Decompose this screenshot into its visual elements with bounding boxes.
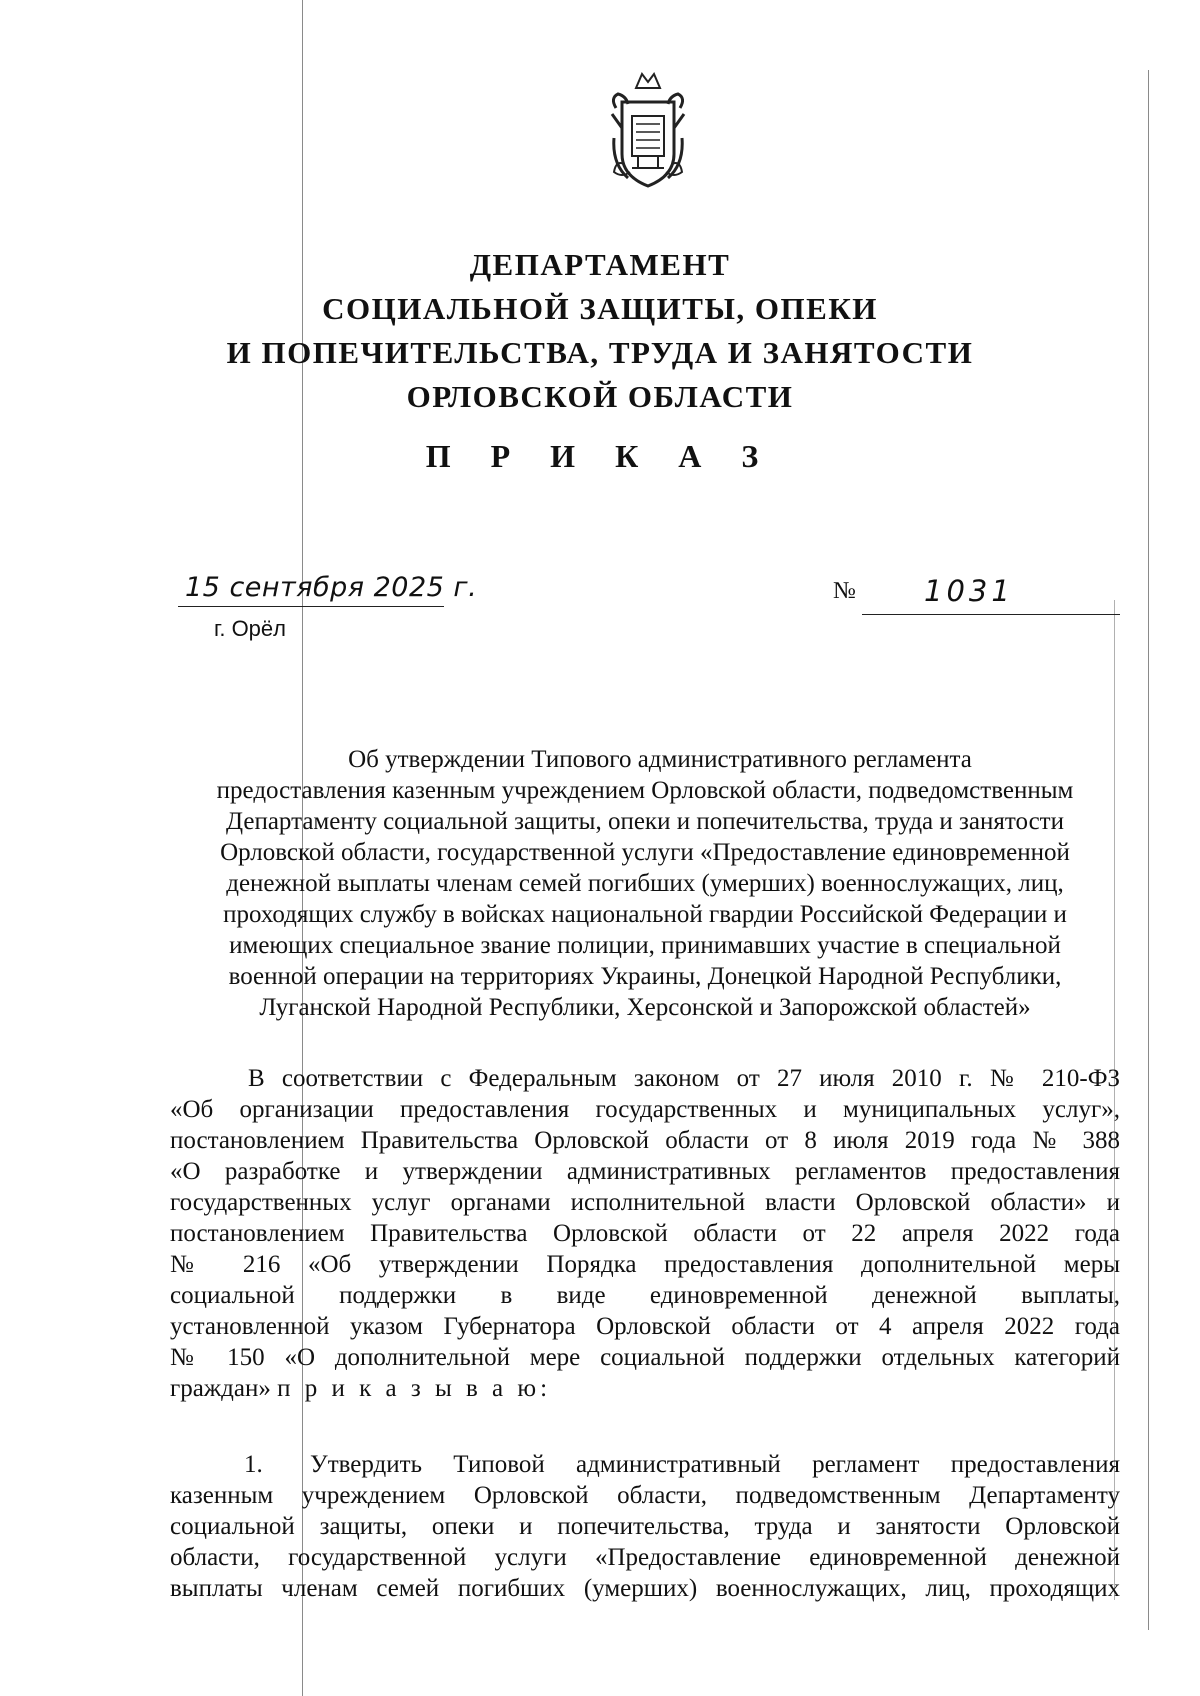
number-sign: № [833, 578, 856, 604]
item-1-line: выплаты членам семей погибших (умерших) военнослужащих, лиц, проходящих [170, 1575, 1120, 1602]
preamble-line: «О разработке и утверждении административных регламентов предоставления [170, 1158, 1120, 1185]
orel-oblast-coat-of-arms-icon [608, 68, 688, 194]
handwritten-date: 15 сентября 2025 г. [185, 572, 478, 603]
title-line: имеющих специальное звание полиции, принимавших участие в специальной [229, 932, 1061, 959]
document-type: П Р И К А З [425, 438, 775, 474]
preamble-line: № 150 «О дополнительной мере социальной поддержки отдельных категорий [170, 1344, 1120, 1371]
item-1-line: области, государственной услуги «Предоставление единовременной денежной [170, 1544, 1120, 1571]
item-1-line: Утвердить Типовой административный регламент предоставления [310, 1451, 1120, 1478]
item-1-line: социальной защиты, опеки и попечительства, труда и занятости Орловской [170, 1513, 1120, 1540]
item-1-line: казенным учреждением Орловской области, подведомственным Департаменту [170, 1482, 1120, 1509]
preamble-line: государственных услуг органами исполнительной власти Орловской области» и [170, 1189, 1120, 1216]
preamble-last-line [170, 1373, 1120, 1404]
department-name-line-4: ОРЛОВСКОЙ ОБЛАСТИ [406, 379, 794, 414]
title-line: военной операции на территориях Украины, Донецкой Народной Республики, [228, 963, 1062, 990]
title-line: проходящих службу в войсках национальной гвардии Российской Федерации и [223, 901, 1067, 928]
title-line: предоставления казенным учреждением Орловской области, подведомственным [216, 777, 1074, 804]
city: г. Орёл [214, 616, 286, 641]
preamble-line: постановлением Правительства Орловской области от 22 апреля 2022 года [170, 1220, 1120, 1247]
preamble-line: социальной поддержки в виде единовременной денежной выплаты, [170, 1282, 1120, 1309]
preamble-line: В соответствии с Федеральным законом от 27 июля 2010 г. № 210-ФЗ [248, 1065, 1120, 1092]
preamble-line: постановлением Правительства Орловской области от 8 июля 2019 года № 388 [170, 1127, 1120, 1154]
title-line: Департаменту социальной защиты, опеки и попечительства, труда и занятости [226, 808, 1064, 835]
date-underline [178, 606, 444, 607]
department-name-line-2: СОЦИАЛЬНОЙ ЗАЩИТЫ, ОПЕКИ [322, 291, 878, 326]
number-underline [862, 614, 1120, 615]
handwritten-number: 1031 [924, 574, 1014, 608]
preamble-line: граждан» [170, 1375, 271, 1402]
preamble-line: «Об организации предоставления государственных и муниципальных услуг», [170, 1096, 1120, 1123]
title-line: Орловской области, государственной услуги «Предоставление единовременной [220, 839, 1070, 866]
item-1-number: 1. [244, 1451, 263, 1478]
order-word: п р и к а з ы в а ю: [277, 1375, 552, 1402]
preamble-line: № 216 «Об утверждении Порядка предоставления дополнительной меры [170, 1251, 1120, 1278]
department-name-line-1: ДЕПАРТАМЕНТ [469, 247, 731, 282]
preamble-line: установленной указом Губернатора Орловской области от 4 апреля 2022 года [170, 1313, 1120, 1340]
title-line: Об утверждении Типового административного регламента [348, 746, 972, 773]
title-line: денежной выплаты членам семей погибших (умерших) военнослужащих, лиц, [226, 870, 1064, 897]
title-line: Луганской Народной Республики, Херсонской и Запорожской областей» [259, 994, 1031, 1021]
department-name-line-3: И ПОПЕЧИТЕЛЬСТВА, ТРУДА И ЗАНЯТОСТИ [226, 335, 974, 370]
